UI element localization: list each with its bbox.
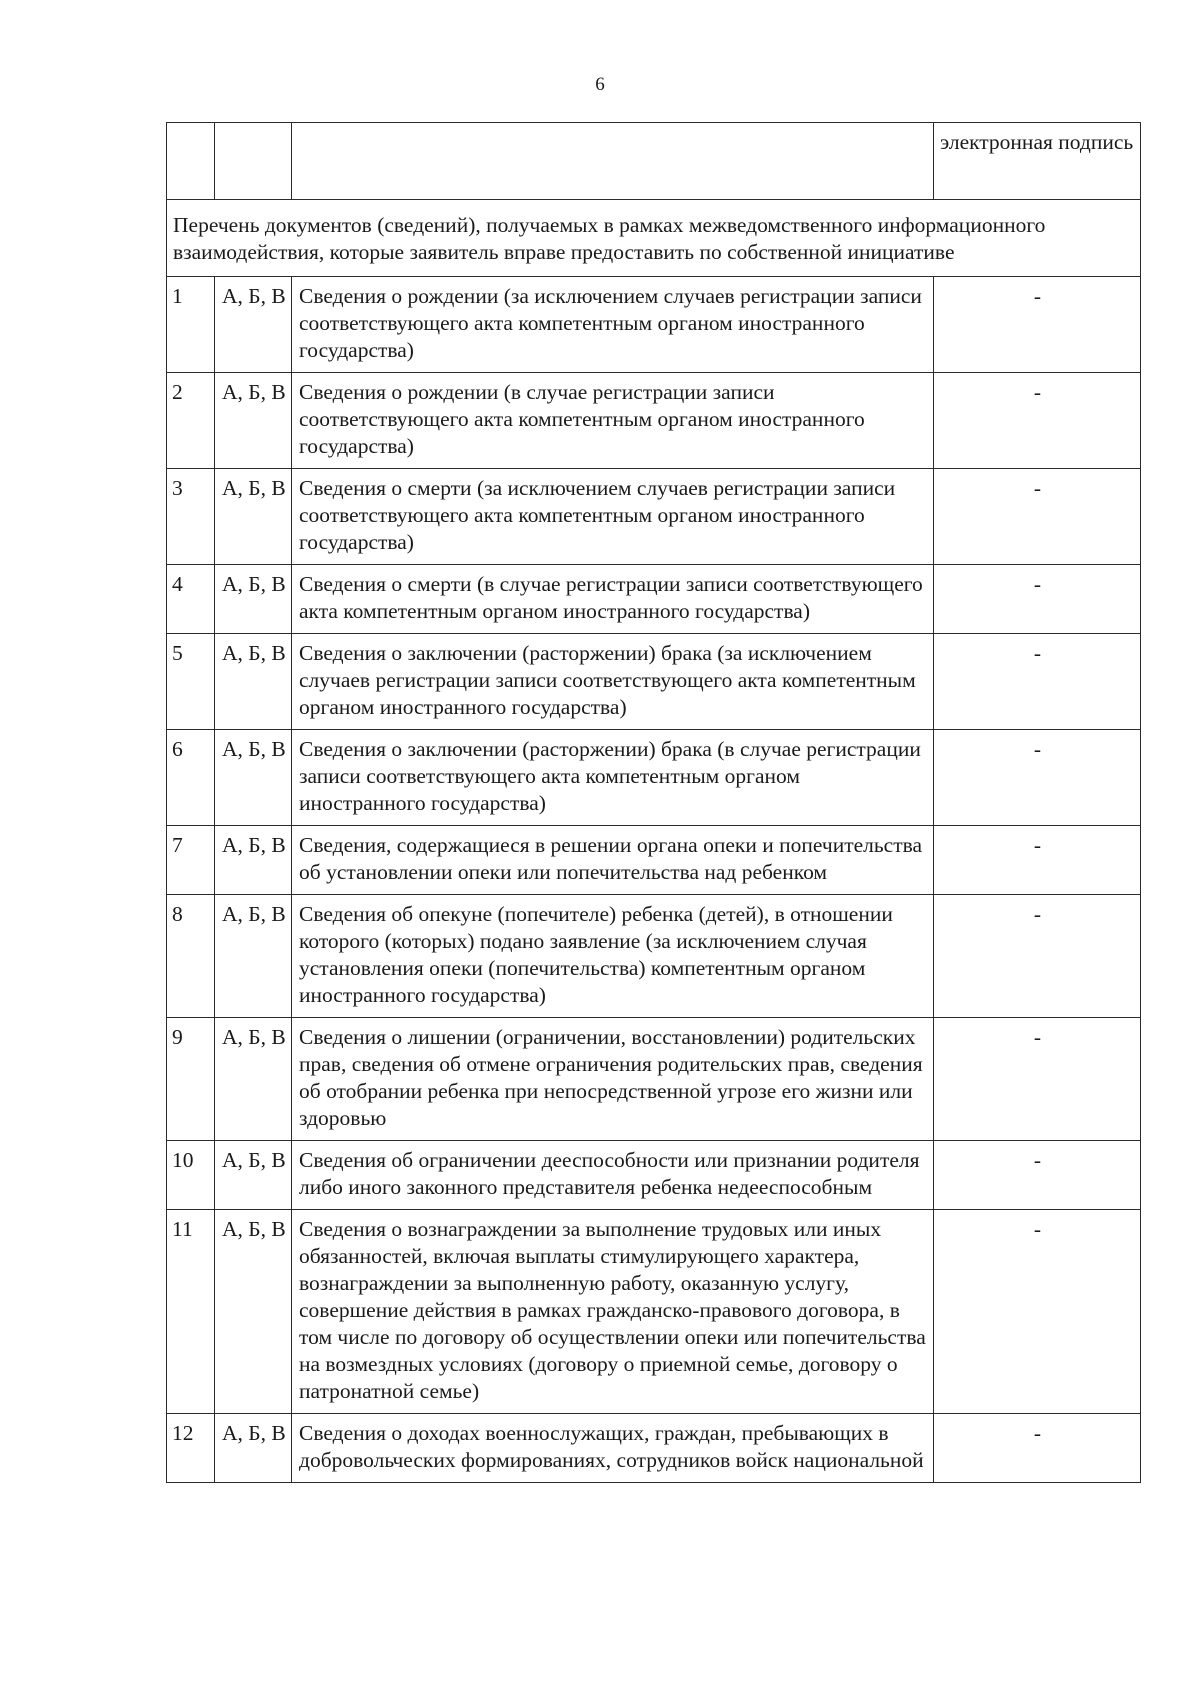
row-description: Сведения об опекуне (попечителе) ребенка (детей), в отношении которого (которых) подано заявление (за исключением случая установления опеки (попечительства) компетентным органом иностранного государства) xyxy=(292,895,934,1018)
row-category: А, Б, В xyxy=(215,1414,292,1483)
row-category: А, Б, В xyxy=(215,1141,292,1210)
row-number: 5 xyxy=(167,634,215,730)
table-row xyxy=(167,565,1141,634)
row-description: Сведения о вознаграждении за выполнение трудовых или иных обязанностей, включая выплаты стимулирующего характера, вознаграждении за выполненную работу, оказанную услугу, совершение действия в рамках гражданско-правового договора, в том числе по договору об осуществлении опеки или попечительства на возмездных условиях (договору о приемной семье, договору о патронатной семье) xyxy=(292,1210,934,1414)
row-mark: - xyxy=(934,1141,1141,1210)
table-row xyxy=(167,469,1141,565)
empty-cat-cell xyxy=(215,123,292,200)
row-category: А, Б, В xyxy=(215,469,292,565)
row-category: А, Б, В xyxy=(215,730,292,826)
row-mark: - xyxy=(934,469,1141,565)
signature-cell: электронная подпись xyxy=(934,123,1141,200)
row-description: Сведения об ограничении дееспособности или признании родителя либо иного законного представителя ребенка недееспособным xyxy=(292,1141,934,1210)
documents-table xyxy=(166,122,1141,1483)
table-row xyxy=(167,1414,1141,1483)
table-row xyxy=(167,634,1141,730)
table-row xyxy=(167,895,1141,1018)
row-description: Сведения, содержащиеся в решении органа опеки и попечительства об установлении опеки или попечительства над ребенком xyxy=(292,826,934,895)
row-category: А, Б, В xyxy=(215,565,292,634)
row-category: А, Б, В xyxy=(215,277,292,373)
row-description: Сведения о смерти (в случае регистрации записи соответствующего акта компетентным органом иностранного государства) xyxy=(292,565,934,634)
row-mark: - xyxy=(934,1414,1141,1483)
row-number: 11 xyxy=(167,1210,215,1414)
row-number: 10 xyxy=(167,1141,215,1210)
table-row xyxy=(167,1210,1141,1414)
table-top-row xyxy=(167,123,1141,200)
row-category: А, Б, В xyxy=(215,826,292,895)
row-number: 9 xyxy=(167,1018,215,1141)
row-mark: - xyxy=(934,634,1141,730)
row-mark: - xyxy=(934,730,1141,826)
row-mark: - xyxy=(934,277,1141,373)
row-mark: - xyxy=(934,895,1141,1018)
table-row xyxy=(167,1141,1141,1210)
table-row xyxy=(167,826,1141,895)
row-number: 4 xyxy=(167,565,215,634)
row-description: Сведения о лишении (ограничении, восстановлении) родительских прав, сведения об отмене ограничения родительских прав, сведения об отобрании ребенка при непосредственной угрозе его жизни или здоровью xyxy=(292,1018,934,1141)
row-number: 8 xyxy=(167,895,215,1018)
row-number: 3 xyxy=(167,469,215,565)
row-category: А, Б, В xyxy=(215,1210,292,1414)
section-header-row xyxy=(167,200,1141,277)
row-category: А, Б, В xyxy=(215,1018,292,1141)
row-number: 12 xyxy=(167,1414,215,1483)
row-mark: - xyxy=(934,565,1141,634)
row-number: 2 xyxy=(167,373,215,469)
row-description: Сведения о заключении (расторжении) брака (за исключением случаев регистрации записи соответствующего акта компетентным органом иностранного государства) xyxy=(292,634,934,730)
row-description: Сведения о смерти (за исключением случаев регистрации записи соответствующего акта компетентным органом иностранного государства) xyxy=(292,469,934,565)
row-description: Сведения о доходах военнослужащих, граждан, пребывающих в добровольческих формированиях, сотрудников войск национальной xyxy=(292,1414,934,1483)
page-number: 6 xyxy=(595,74,605,95)
table-row xyxy=(167,373,1141,469)
row-category: А, Б, В xyxy=(215,373,292,469)
row-mark: - xyxy=(934,1018,1141,1141)
row-description: Сведения о заключении (расторжении) брака (в случае регистрации записи соответствующего акта компетентным органом иностранного государства) xyxy=(292,730,934,826)
empty-num-cell xyxy=(167,123,215,200)
row-mark: - xyxy=(934,826,1141,895)
empty-desc-cell xyxy=(292,123,934,200)
row-description: Сведения о рождении (за исключением случаев регистрации записи соответствующего акта компетентным органом иностранного государства) xyxy=(292,277,934,373)
row-category: А, Б, В xyxy=(215,634,292,730)
table-row xyxy=(167,1018,1141,1141)
row-number: 7 xyxy=(167,826,215,895)
row-description: Сведения о рождении (в случае регистрации записи соответствующего акта компетентным органом иностранного государства) xyxy=(292,373,934,469)
section-header: Перечень документов (сведений), получаемых в рамках межведомственного информационного взаимодействия, которые заявитель вправе предоставить по собственной инициативе xyxy=(167,200,1141,277)
row-category: А, Б, В xyxy=(215,895,292,1018)
table-row xyxy=(167,277,1141,373)
table-row xyxy=(167,730,1141,826)
row-number: 6 xyxy=(167,730,215,826)
row-number: 1 xyxy=(167,277,215,373)
row-mark: - xyxy=(934,1210,1141,1414)
row-mark: - xyxy=(934,373,1141,469)
